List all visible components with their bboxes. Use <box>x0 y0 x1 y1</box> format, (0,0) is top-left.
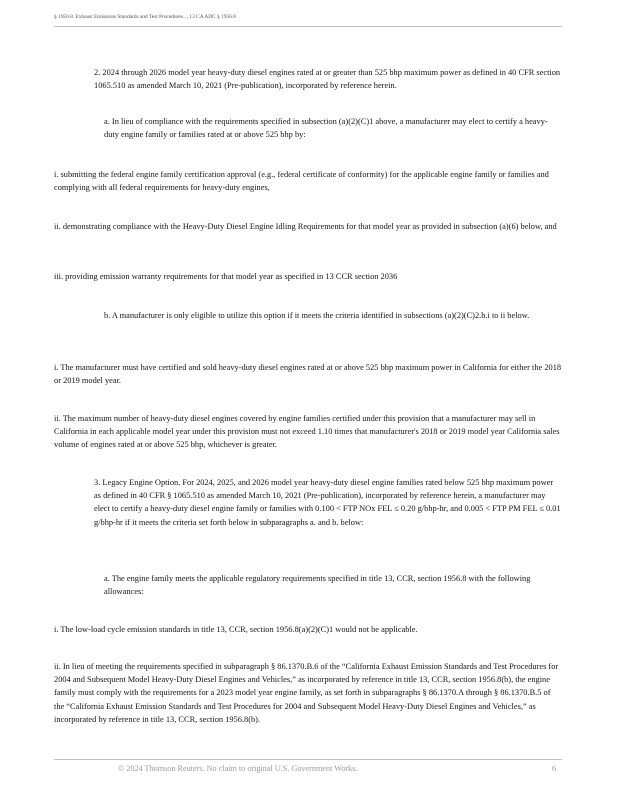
paragraph-2a-iii: iii. providing emission warranty requirements for that model year as specified in 13 CCR section 2036 <box>54 272 398 281</box>
footer-copyright: © 2024 Thomson Reuters. No claim to original U.S. Government Works. <box>118 764 358 773</box>
paragraph-2b: b. A manufacturer is only eligible to utilize this option if it meets the criteria identified in subsections (a)(2)(C)2.b.i to ii below. <box>104 311 530 320</box>
paragraph-3a: a. The engine family meets the applicable regulatory requirements specified in title 13, CCR, section 1956.8 with the following allowances: <box>104 574 531 597</box>
running-header: § 1956.8. Exhaust Emissions Standards and Test Procedures..., 13 CA ADC § 1956.8 <box>54 14 562 27</box>
paragraph-2a: a. In lieu of compliance with the requirements specified in subsection (a)(2)(C)1 above, a manufacturer may elect to certify a heavy-duty engine family or families rated at or above 525 bhp by: <box>104 117 548 140</box>
paragraph-3a-ii: ii. In lieu of meeting the requirements specified in subparagraph § 86.1370.B.6 of the “California Exhaust Emission Standards and Test Procedures for 2004 and Subsequent Model Heavy-Duty Diesel Engines and Vehicles,” as incorporated by reference in title 13, CCR, section 1956.8(b), the engine family must comply with the requirements for a 2023 model year engine family, as set forth in subparagraphs § 86.1370.A through § 86.1370.B.5 of the “California Exhaust Emission Standards and Test Procedures for 2004 and Subsequent Model Heavy-Duty Diesel Engines and Vehicles,” as incorporated by reference in title 13, CCR, section 1956.8(b). <box>54 662 559 724</box>
footer-divider <box>54 759 562 760</box>
paragraph-3a-i: i. The low-load cycle emission standards in title 13, CCR, section 1956.8(a)(2)(C)1 would not be applicable. <box>54 625 418 634</box>
paragraph-2a-ii: ii. demonstrating compliance with the Heavy-Duty Diesel Engine Idling Requirements for that model year as provided in subsection (a)(6) below, and <box>54 222 557 231</box>
paragraph-3: 3. Legacy Engine Option. For 2024, 2025, and 2026 model year heavy-duty diesel engine families rated below 525 bhp maximum power as defined in 40 CFR § 1065.510 as amended March 10, 2021 (Pre-publication), incorporated by reference herein, a manufacturer may elect to certify a heavy-duty diesel engine family or families with 0.100 < FTP NOx FEL ≤ 0.20 g/bhp-hr, and 0.005 < FTP PM FEL ≤ 0.01 g/bhp-hr if it meets the criteria set forth below in subparagraphs a. and b. below: <box>94 478 561 527</box>
page-number: 6 <box>552 764 557 773</box>
paragraph-2b-i: i. The manufacturer must have certified and sold heavy-duty diesel engines rated at or above 525 bhp maximum power in California for either the 2018 or 2019 model year. <box>54 363 562 386</box>
paragraph-2b-ii: ii. The maximum number of heavy-duty diesel engines covered by engine families certified under this provision that a manufacturer may sell in California in each applicable model year under this provision must not exceed 1.10 times that manufacturer's 2018 or 2019 model year California sales volume of engines rated at or above 525 bhp, whichever is greater. <box>54 414 560 450</box>
paragraph-2: 2. 2024 through 2026 model year heavy-duty diesel engines rated at or greater than 525 bhp maximum power as defined in 40 CFR section 1065.510 as amended March 10, 2021 (Pre-publication), incorporated by reference herein. <box>94 68 561 91</box>
paragraph-2a-i: i. submitting the federal engine family certification approval (e.g., federal certificate of conformity) for the applicable engine family or families and complying with all federal requirements for heavy-duty engines, <box>54 170 549 193</box>
